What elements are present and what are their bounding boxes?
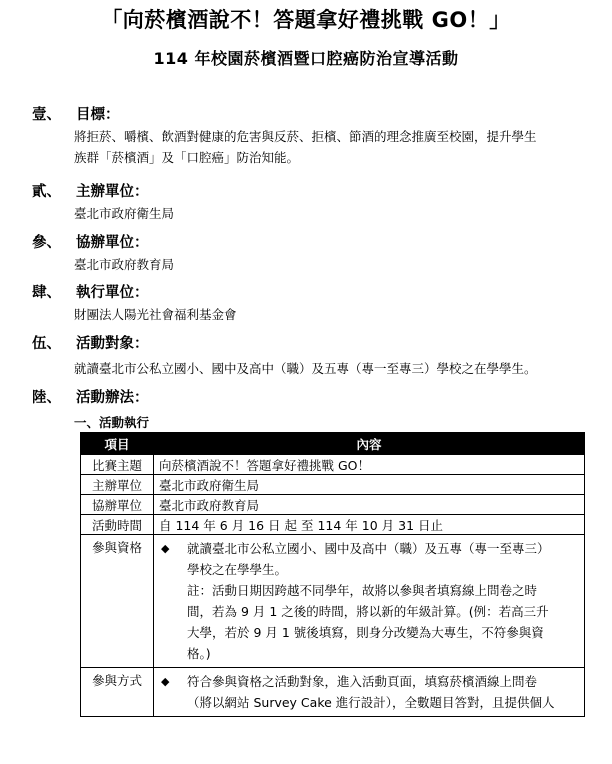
text-line: （將以網站 Survey Cake 進行設計），全數題目答對，且提供個人: [187, 695, 555, 710]
table-row: [81, 475, 585, 495]
text-line: 學校之在學學生。: [187, 562, 288, 577]
header-content: 內容: [154, 433, 585, 455]
table-row-method: [81, 668, 585, 717]
document-title: 「向菸檳酒說不！答題拿好禮挑戰 GO！」: [101, 8, 511, 32]
section-co-organizer-text: 臺北市政府教育局: [74, 257, 175, 272]
row-label: 主辦單位: [81, 475, 154, 495]
row-label: 活動時間: [81, 515, 154, 535]
section-executor-text: 財團法人陽光社會福利基金會: [74, 307, 237, 322]
row-label: 比賽主題: [81, 455, 154, 475]
section-title: 活動辦法：: [76, 390, 149, 406]
text-line: 族群「菸檳酒」及「口腔癌」防治知能。: [74, 150, 300, 165]
text-line: 間，若為 9 月 1 之後的時間，將以新的年級計算。(例：若高三升: [187, 604, 549, 619]
row-value: 自 114 年 6 月 16 日 起 至 114 年 10 月 31 日止: [154, 515, 585, 535]
header-item: 項目: [81, 433, 154, 455]
table-row: [81, 495, 585, 515]
row-value: [154, 535, 585, 668]
document-subtitle: 114 年校園菸檳酒暨口腔癌防治宣導活動: [153, 49, 459, 68]
table-row-qualification: [81, 535, 585, 668]
row-label: 參與資格: [81, 535, 154, 668]
activity-info-table: [80, 432, 585, 717]
section-title: 活動對象：: [76, 336, 149, 352]
text-line: 就讀臺北市公私立國小、國中及高中（職）及五專（專一至專三）: [187, 541, 550, 556]
row-label: 協辦單位: [81, 495, 154, 515]
diamond-bullet-icon: ◆: [161, 542, 170, 555]
text-line: 大學，若於 9 月 1 號後填寫，則身分改變為大專生，不符參與資: [187, 625, 544, 640]
row-label: 參與方式: [81, 668, 154, 717]
row-value: 臺北市政府衛生局: [154, 475, 585, 495]
section-goal-text: [74, 126, 537, 168]
text-line: 將拒菸、嚼檳、飲酒對健康的危害與反菸、拒檳、節酒的理念推廣至校園，提升學生: [74, 129, 537, 144]
table-header-row: [81, 433, 585, 455]
text-line: 註：活動日期因跨越不同學年，故將以參與者填寫線上問卷之時: [187, 583, 538, 598]
section-title: 目標：: [76, 107, 120, 123]
diamond-bullet-icon: ◆: [161, 675, 170, 688]
row-value: [154, 668, 585, 717]
row-value: 臺北市政府教育局: [154, 495, 585, 515]
section-organizer-text: 臺北市政府衛生局: [74, 206, 175, 221]
section-target-text: 就讀臺北市公私立國小、國中及高中（職）及五專（專一至專三）學校之在學學生。: [74, 361, 537, 376]
section-goal-heading: [32, 103, 120, 124]
row-value: 向菸檳酒說不！答題拿好禮挑戰 GO！: [154, 455, 585, 475]
section-title: 執行單位：: [76, 285, 149, 301]
section-number: 參、: [32, 235, 61, 251]
section-title: 主辦單位：: [76, 184, 149, 200]
section-number: 伍、: [32, 336, 61, 352]
table-row: [81, 515, 585, 535]
section-method-heading: [32, 386, 149, 407]
section-number: 壹、: [32, 107, 61, 123]
section-number: 貳、: [32, 184, 61, 200]
section-number: 肆、: [32, 285, 61, 301]
section-title: 協辦單位：: [76, 235, 149, 251]
activity-execution-subheading: 一、活動執行: [74, 415, 150, 430]
table-row: [81, 455, 585, 475]
section-co-organizer-heading: [32, 231, 149, 252]
text-line: 格。): [187, 646, 211, 661]
text-line: 符合參與資格之活動對象，進入活動頁面，填寫菸檳酒線上問卷: [187, 674, 538, 689]
section-executor-heading: [32, 281, 149, 302]
section-target-heading: [32, 332, 149, 353]
section-number: 陸、: [32, 390, 61, 406]
section-organizer-heading: [32, 180, 149, 201]
